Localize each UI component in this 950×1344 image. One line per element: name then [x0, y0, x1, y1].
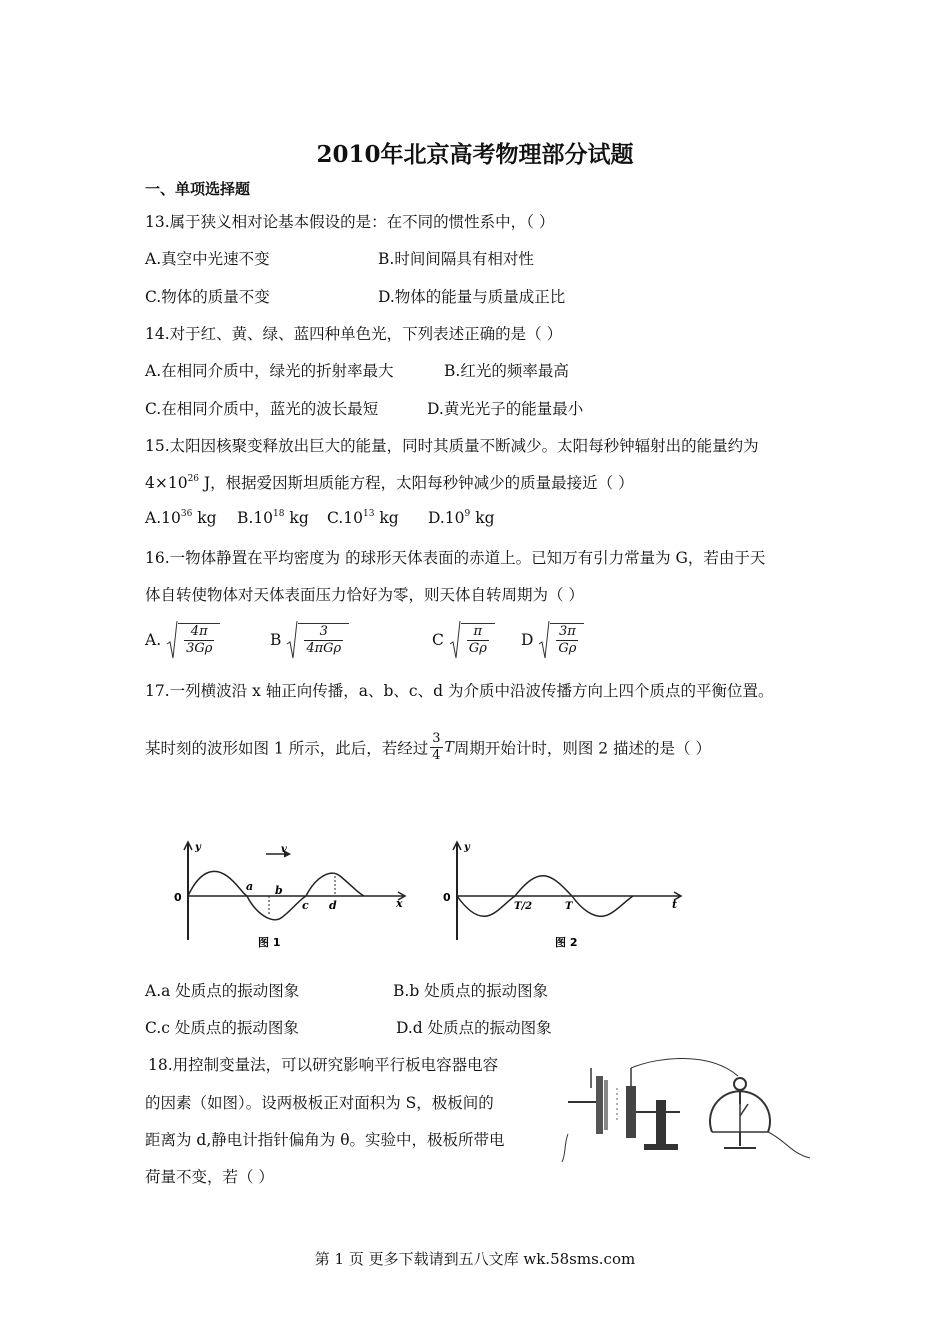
- q16-option-a: A. $\frac{4\pi}{3G\rho}$: [145, 620, 220, 660]
- sqrt-icon: $\frac{4\pi}{3G\rho}$: [166, 620, 220, 660]
- q15-energy-base: 4×10: [145, 474, 188, 492]
- capacitor-apparatus-figure: [560, 1058, 815, 1168]
- q15-option-c: $C.10^{13}$ kg: [327, 509, 399, 527]
- fig2-y-label: y: [464, 842, 470, 853]
- sqrt-icon: $\frac{3}{\text{4πGρ}}$: [286, 620, 349, 660]
- fig2-half-period: T/2: [514, 901, 533, 912]
- fig1-caption: 图 1: [258, 936, 281, 949]
- sqrt-icon: $\frac{\pi}{G\rho}$: [449, 620, 495, 660]
- q13-stem: 13.属于狭义相对论基本假设的是：在不同的惯性系中，（ ）: [145, 213, 555, 231]
- q17-option-b: B.b 处质点的振动图象: [393, 982, 549, 1000]
- q16-option-d: D $\frac{3\pi}{G\rho}$: [521, 620, 584, 660]
- fig1-y-label: y: [195, 842, 201, 853]
- fig2-t-label: t: [672, 898, 678, 911]
- q18-line2: 的因素（如图）。设两极板正对面积为 S，极板间的: [145, 1094, 494, 1112]
- q18-line4: 荷量不变，若（ ）: [145, 1168, 274, 1186]
- fig1-v-label: v: [281, 844, 287, 855]
- fig1-b-label: b: [275, 884, 283, 897]
- q17-option-a: A.a 处质点的振动图象: [145, 982, 300, 1000]
- q16-option-c: C $\frac{\pi}{G\rho}$: [432, 620, 495, 660]
- q13-option-b: B.时间间隔具有相对性: [378, 250, 534, 268]
- q14-option-a: A.在相同介质中，绿光的折射率最大: [145, 362, 394, 380]
- q18-line3: 距离为 d,静电计指针偏角为 θ。实验中，极板所带电: [145, 1131, 505, 1149]
- q15-line2-text: J，根据爱因斯坦质能方程，太阳每秒钟减少的质量最接近（ ）: [199, 474, 634, 492]
- fig1-origin: 0: [174, 891, 182, 904]
- fig1-x-label: x: [396, 897, 403, 910]
- q14-option-d: D.黄光光子的能量最小: [427, 400, 584, 418]
- q18-line1: 18.用控制变量法，可以研究影响平行板电容器电容: [148, 1056, 499, 1074]
- wave-figure-1: [168, 838, 413, 953]
- q14-option-b: B.红光的频率最高: [444, 362, 569, 380]
- q15-line1: 15.太阳因核聚变释放出巨大的能量，同时其质量不断减少。太阳每秒钟辐射出的能量约为: [145, 437, 759, 455]
- q17-line1: 17.一列横波沿 x 轴正向传播，a、b、c、d 为介质中沿波传播方向上四个质点的平衡位置。: [145, 682, 774, 700]
- q13-option-a: A.真空中光速不变: [145, 250, 270, 268]
- q13-option-d: D.物体的能量与质量成正比: [378, 288, 566, 306]
- q17-line2: 某时刻的波形如图 1 所示，此后，若经过 $\frac{3}{4}$ T周期开始计时，则图 2 描述的是（ ）: [145, 731, 711, 763]
- q15-option-b: $B.10^{18}$ kg: [237, 509, 309, 527]
- q15-line2: [145, 471, 634, 493]
- fig2-period: T: [565, 901, 573, 912]
- q17-option-d: D.d 处质点的振动图象: [396, 1019, 552, 1037]
- q17-option-c: C.c 处质点的振动图象: [145, 1019, 299, 1037]
- fig1-c-label: c: [302, 899, 309, 912]
- fig2-caption: 图 2: [555, 936, 578, 949]
- fig1-d-label: d: [329, 899, 337, 912]
- q16-option-b: B $\frac{3}{\text{4πGρ}}$: [270, 620, 349, 660]
- q15-energy-exponent: 26: [187, 474, 200, 484]
- wave-figure-2: [440, 838, 702, 953]
- sqrt-icon: $\frac{3\pi}{G\rho}$: [538, 620, 584, 660]
- fig2-origin: 0: [443, 891, 451, 904]
- fig1-a-label: a: [246, 880, 254, 893]
- q16-line1: 16.一物体静置在平均密度为 的球形天体表面的赤道上。已知万有引力常量为 G，若由于天: [145, 549, 766, 567]
- q15-option-d: $D.10^9$ kg: [428, 509, 495, 527]
- q13-option-c: C.物体的质量不变: [145, 288, 270, 306]
- page-footer: 第 1 页 更多下载请到五八文库 wk.58sms.com: [314, 1250, 636, 1268]
- q14-option-c: C.在相同介质中，蓝光的波长最短: [145, 400, 379, 418]
- q15-option-a: $A.10^{36}$ kg: [145, 509, 217, 527]
- q14-stem: 14.对于红、黄、绿、蓝四种单色光，下列表述正确的是（ ）: [145, 325, 563, 343]
- section-heading: 一、单项选择题: [145, 180, 251, 198]
- q16-line2: 体自转使物体对天体表面压力恰好为零，则天体自转周期为（ ）: [145, 586, 584, 604]
- page-title: 2010年北京高考物理部分试题: [316, 141, 634, 168]
